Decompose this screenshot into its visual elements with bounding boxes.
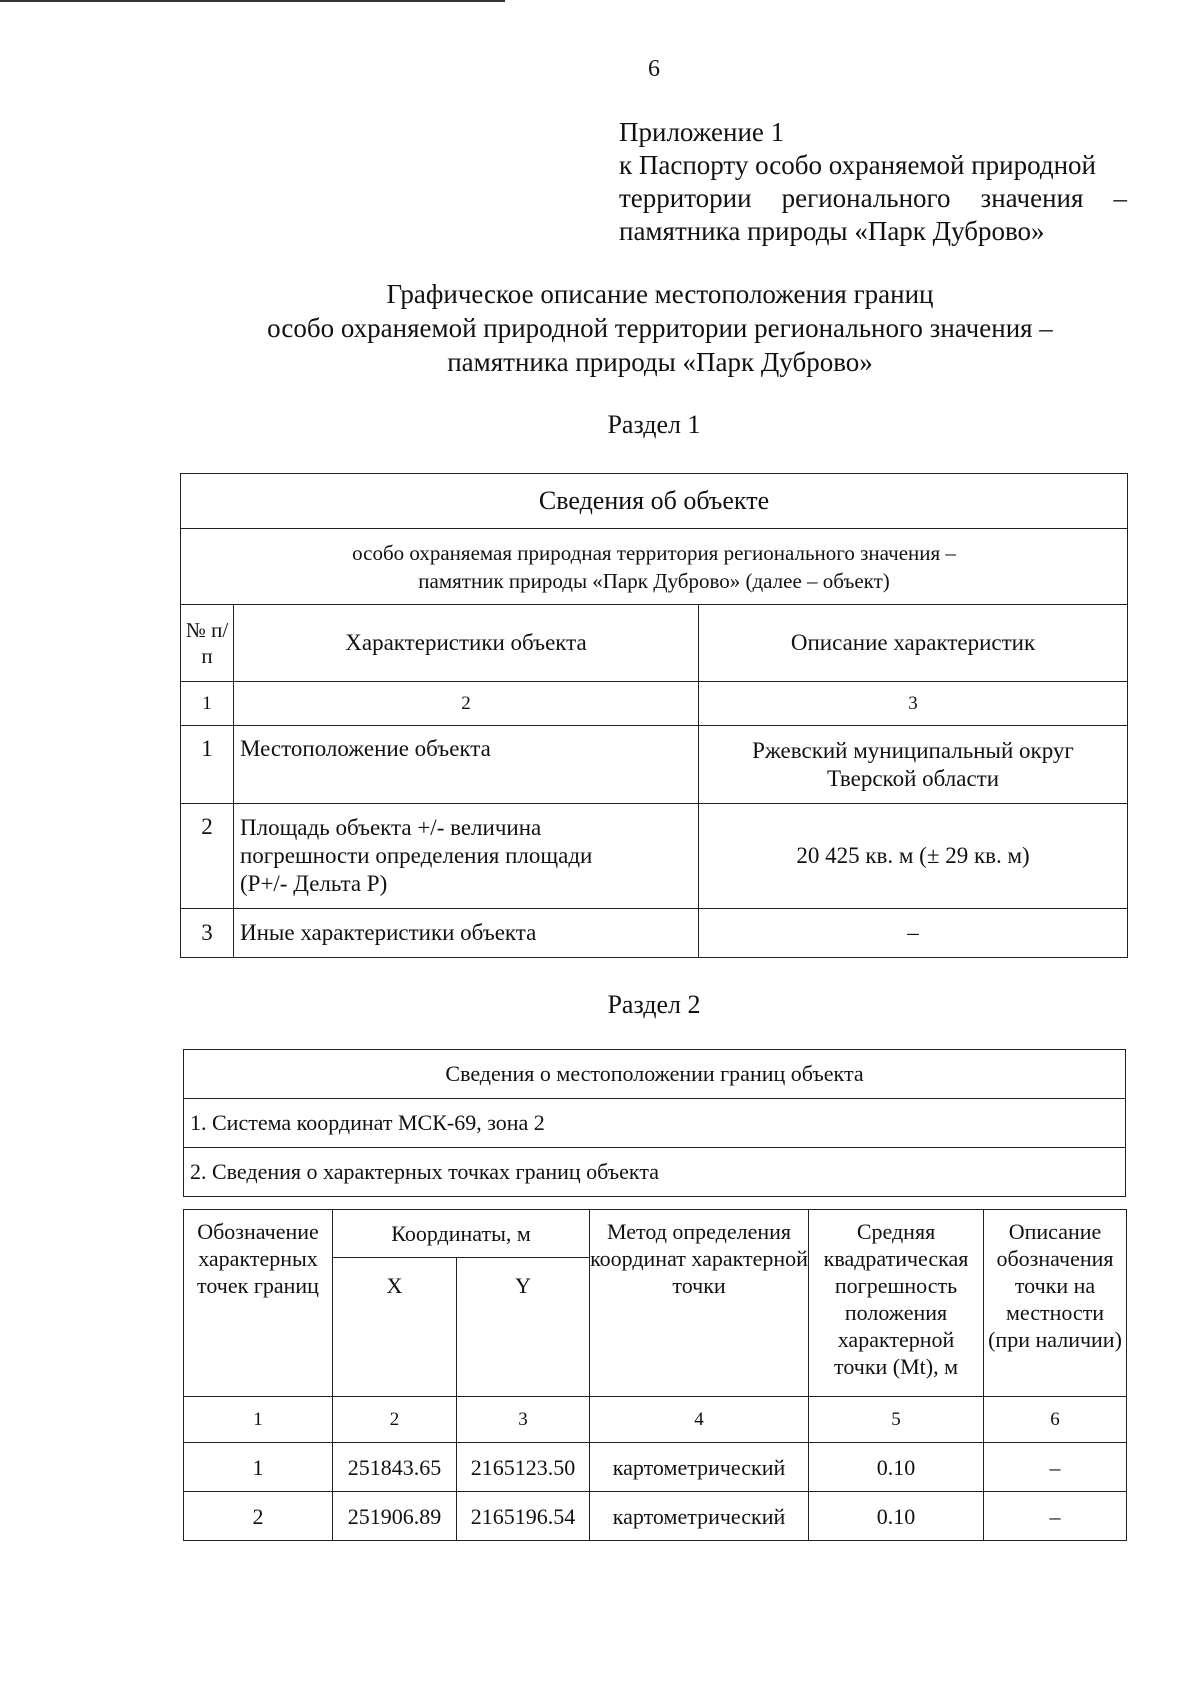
- section-1-heading: Раздел 1: [607, 410, 701, 439]
- point-x: 251843.65: [333, 1443, 457, 1492]
- col-header-method: Метод определения координат характерной точки: [590, 1210, 809, 1397]
- point-x: 251906.89: [333, 1492, 457, 1541]
- row-characteristic: Местоположение объекта: [234, 726, 699, 804]
- row-characteristic: [234, 804, 699, 909]
- boundary-info-table: [183, 1049, 1126, 1197]
- col-header-designation: Обозначение характерных точек границ: [184, 1210, 333, 1397]
- row-description-line-1: Ржевский муниципальный округ: [752, 737, 1074, 763]
- point-id: 2: [184, 1492, 333, 1541]
- appendix-line-1: Приложение 1: [619, 117, 785, 147]
- document-title: [180, 277, 1140, 379]
- appendix-line-4: памятника природы «Парк Дуброво»: [619, 216, 1045, 246]
- col-number-2: 2: [333, 1397, 457, 1443]
- coordinate-system: 1. Система координат МСК-69, зона 2: [184, 1099, 1126, 1148]
- col-number-4: 4: [590, 1397, 809, 1443]
- point-y: 2165123.50: [457, 1443, 590, 1492]
- row-characteristic-line-2: погрешности определения площади: [240, 843, 593, 868]
- row-characteristic-line-3: (P+/- Дельта P): [240, 871, 388, 896]
- col-header-x: X: [333, 1258, 457, 1397]
- col-header-y: Y: [457, 1258, 590, 1397]
- scan-edge-line: [0, 0, 505, 2]
- appendix-line-2: к Паспорту особо охраняемой природной: [619, 150, 1096, 180]
- point-error: 0.10: [809, 1492, 984, 1541]
- title-line-3: памятника природы «Парк Дуброво»: [447, 347, 873, 377]
- object-info-header: Сведения об объекте: [181, 474, 1128, 529]
- object-description-line-2: памятник природы «Парк Дуброво» (далее – объект): [418, 568, 890, 593]
- col-header-coordinates: Координаты, м: [333, 1210, 590, 1258]
- object-description: [181, 529, 1128, 605]
- row-description: 20 425 кв. м (± 29 кв. м): [699, 804, 1128, 909]
- title-line-2: особо охраняемой природной территории регионального значения –: [267, 313, 1053, 343]
- points-table: [183, 1209, 1127, 1541]
- points-info-title: 2. Сведения о характерных точках границ объекта: [184, 1148, 1126, 1197]
- object-info-table: [180, 473, 1128, 958]
- table-row: [181, 804, 1128, 909]
- appendix-note: [619, 116, 1127, 248]
- point-y: 2165196.54: [457, 1492, 590, 1541]
- col-number-3: 3: [457, 1397, 590, 1443]
- row-characteristic: Иные характеристики объекта: [234, 909, 699, 958]
- col-number-5: 5: [809, 1397, 984, 1443]
- row-description: [699, 726, 1128, 804]
- col-header-point-description: Описание обозначения точки на местности (при наличии): [984, 1210, 1127, 1397]
- col-header-number: № п/п: [181, 605, 234, 682]
- point-description: –: [984, 1443, 1127, 1492]
- col-number-1: 1: [184, 1397, 333, 1443]
- table-row: [181, 909, 1128, 958]
- col-header-description: Описание характеристик: [699, 605, 1128, 682]
- object-description-line-1: особо охраняемая природная территория регионального значения –: [352, 540, 956, 565]
- col-number-3: 3: [699, 682, 1128, 726]
- table-row: [181, 726, 1128, 804]
- row-number: 3: [181, 909, 234, 958]
- col-number-6: 6: [984, 1397, 1127, 1443]
- row-description-line-2: Тверской области: [827, 765, 1000, 791]
- table-row: [184, 1492, 1127, 1541]
- col-number-1: 1: [181, 682, 234, 726]
- row-number: 1: [181, 726, 234, 804]
- appendix-line-3: территории регионального значения –: [619, 183, 1127, 213]
- page-number: 6: [648, 56, 660, 82]
- point-id: 1: [184, 1443, 333, 1492]
- boundary-info-header: Сведения о местоположении границ объекта: [184, 1050, 1126, 1099]
- col-header-characteristics: Характеристики объекта: [234, 605, 699, 682]
- row-number: 2: [181, 804, 234, 909]
- point-description: –: [984, 1492, 1127, 1541]
- row-description: –: [699, 909, 1128, 958]
- point-error: 0.10: [809, 1443, 984, 1492]
- table-row: [184, 1443, 1127, 1492]
- section-2-heading: Раздел 2: [607, 990, 701, 1019]
- col-number-2: 2: [234, 682, 699, 726]
- point-method: картометрический: [590, 1492, 809, 1541]
- col-header-error: Средняя квадратическая погрешность положения характерной точки (Mt), м: [809, 1210, 984, 1397]
- point-method: картометрический: [590, 1443, 809, 1492]
- row-characteristic-line-1: Площадь объекта +/- величина: [240, 815, 542, 840]
- title-line-1: Графическое описание местоположения границ: [386, 279, 934, 309]
